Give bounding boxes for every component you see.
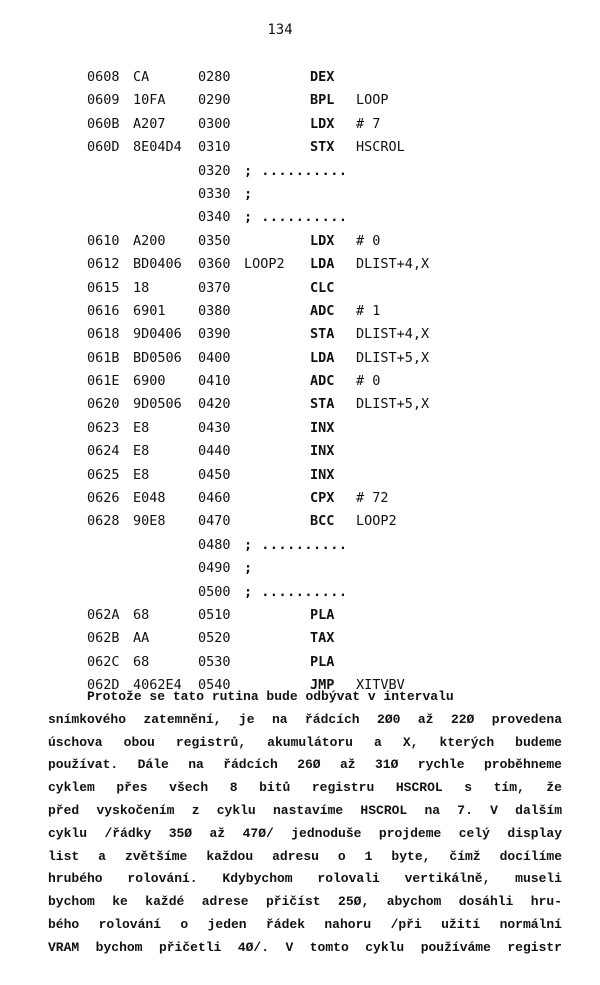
line-number: 0430 [198,419,231,436]
line-number: 0300 [198,115,231,132]
paragraph-line: hrubého rolování. Kdybychom rolovali vertikálně, museli [48,871,562,887]
operand: # 7 [356,115,381,132]
page-number: 134 [267,22,293,38]
line-number: 0480 [198,536,231,553]
line-number: 0490 [198,560,231,577]
operand: DLIST+4,X [356,256,430,273]
operand: # 0 [356,232,381,249]
object-bytes: 8E04D4 [133,139,182,156]
comment: ; .......... [244,209,348,226]
listing-row [0,113,600,136]
object-bytes: 6901 [133,302,166,319]
address: 061E [87,373,120,390]
paragraph-line: bého rolování o jeden řádek nahoru /při užití normální [48,916,562,932]
listing-row [0,627,600,650]
paragraph-line: list a zvětšíme každou adresu o 1 byte, čímž docílíme [48,848,562,864]
listing-row [0,604,600,627]
listing-row [0,136,600,159]
operand: DLIST+5,X [356,396,430,413]
address: 0628 [87,513,120,530]
line-number: 0520 [198,630,231,647]
paragraph-line: snímkového zatemnění, je na řádcích 2Ø0 až 22Ø provedena [48,711,562,727]
address: 062B [87,630,120,647]
paragraph-line: úschova obou registrů, akumulátoru a X, kterých budeme [48,734,562,750]
operand: DLIST+4,X [356,326,430,343]
address: 0608 [87,69,120,85]
mnemonic: CPX [310,490,335,507]
mnemonic: LDX [310,115,335,132]
listing-row [0,253,600,276]
paragraph-line: používat. Dále na řádcích 26Ø až 31Ø rychle proběhneme [48,757,562,773]
address: 062A [87,606,120,623]
listing-row [0,347,600,370]
listing-row [0,581,600,604]
listing-row [0,300,600,323]
operand: # 0 [356,373,381,390]
address: 0610 [87,232,120,249]
object-bytes: BD0506 [133,349,182,366]
address: 060B [87,115,120,132]
listing-row [0,393,600,416]
line-number: 0420 [198,396,231,413]
line-number: 0410 [198,373,231,390]
line-number: 0380 [198,302,231,319]
object-bytes: 9D0406 [133,326,182,343]
address: 0624 [87,443,120,460]
listing-row [0,510,600,533]
listing-row [0,160,600,183]
object-bytes: 9D0506 [133,396,182,413]
mnemonic: BPL [310,92,335,109]
mnemonic: BCC [310,513,335,530]
listing-row [0,230,600,253]
operand: DLIST+5,X [356,349,430,366]
operand: # 1 [356,302,381,319]
comment: ; .......... [244,536,348,553]
explanation-paragraph [48,686,562,960]
mnemonic: ADC [310,302,335,319]
address: 0609 [87,92,120,109]
listing-row [0,487,600,510]
line-number: 0540 [198,677,231,694]
paragraph-line: bychom ke každé adrese přičíst 25Ø, abychom dosáhli hru- [48,894,562,910]
line-number: 0290 [198,92,231,109]
listing-row [0,557,600,580]
object-bytes: 4062E4 [133,677,182,694]
mnemonic: TAX [310,630,335,647]
listing-row [0,370,600,393]
address: 0626 [87,490,120,507]
object-bytes: 90E8 [133,513,166,530]
address: 061B [87,349,120,366]
listing-row [0,417,600,440]
mnemonic: LDX [310,232,335,249]
address: 0620 [87,396,120,413]
line-number: 0450 [198,466,231,483]
line-number: 0530 [198,653,231,670]
object-bytes: A207 [133,115,166,132]
operand: HSCROL [356,139,405,156]
object-bytes: 6900 [133,373,166,390]
object-bytes: 18 [133,279,150,296]
mnemonic: JMP [310,677,335,694]
mnemonic: STX [310,139,335,156]
object-bytes: AA [133,630,150,647]
line-number: 0390 [198,326,231,343]
address: 0618 [87,326,120,343]
line-number: 0370 [198,279,231,296]
mnemonic: INX [310,466,335,483]
listing-row [0,464,600,487]
line-number: 0510 [198,606,231,623]
address: 0616 [87,302,120,319]
mnemonic: ADC [310,373,335,390]
object-bytes: E8 [133,419,150,436]
listing-row [0,323,600,346]
mnemonic: CLC [310,279,335,296]
mnemonic: PLA [310,606,335,623]
object-bytes: E8 [133,443,150,460]
mnemonic: STA [310,396,335,413]
address: 0625 [87,466,120,483]
object-bytes: E8 [133,466,150,483]
address: 062C [87,653,120,670]
paragraph-line: cyklu /řádky 35Ø až 47Ø/ jednoduše projdeme celý display [48,825,562,841]
operand: LOOP [356,92,389,109]
listing-row [0,440,600,463]
listing-row [0,89,600,112]
mnemonic: PLA [310,653,335,670]
listing-row [0,66,600,89]
listing-row [0,651,600,674]
paragraph-line: Protože se tato rutina bude odbývat v intervalu [48,689,454,704]
operand: LOOP2 [356,513,397,530]
object-bytes: 10FA [133,92,166,109]
object-bytes: BD0406 [133,256,182,273]
line-number: 0470 [198,513,231,530]
operand: # 72 [356,490,389,507]
mnemonic: LDA [310,349,335,366]
paragraph-line: VRAM bychom přičetli 4Ø/. V tomto cyklu používáme registr [48,939,562,955]
listing-row [0,206,600,229]
line-number: 0350 [198,232,231,249]
line-number: 0440 [198,443,231,460]
mnemonic: INX [310,419,335,436]
line-number: 0280 [198,69,231,85]
line-number: 0310 [198,139,231,156]
listing-row [0,183,600,206]
address: 060D [87,139,120,156]
address: 062D [87,677,120,694]
label: LOOP2 [244,256,285,273]
assembly-listing [0,66,600,698]
comment: ; .......... [244,162,348,179]
address: 0612 [87,256,120,273]
address: 0615 [87,279,120,296]
mnemonic: INX [310,443,335,460]
address: 0623 [87,419,120,436]
paragraph-line: před vyskočením z cyklu nastavíme HSCROL na 7. V dalším [48,802,562,818]
comment: ; [244,185,253,202]
object-bytes: A200 [133,232,166,249]
line-number: 0400 [198,349,231,366]
object-bytes: E048 [133,490,166,507]
line-number: 0500 [198,583,231,600]
line-number: 0360 [198,256,231,273]
object-bytes: 68 [133,606,150,623]
paragraph-line: cyklem přes všech 8 bitů registru HSCROL s tím, že [48,780,562,796]
listing-row [0,277,600,300]
object-bytes: CA [133,69,150,85]
mnemonic: LDA [310,256,335,273]
mnemonic: DEX [310,69,335,85]
line-number: 0330 [198,185,231,202]
comment: ; [244,560,253,577]
line-number: 0340 [198,209,231,226]
comment: ; .......... [244,583,348,600]
mnemonic: STA [310,326,335,343]
listing-row [0,534,600,557]
object-bytes: 68 [133,653,150,670]
line-number: 0460 [198,490,231,507]
line-number: 0320 [198,162,231,179]
operand: XITVBV [356,677,405,694]
